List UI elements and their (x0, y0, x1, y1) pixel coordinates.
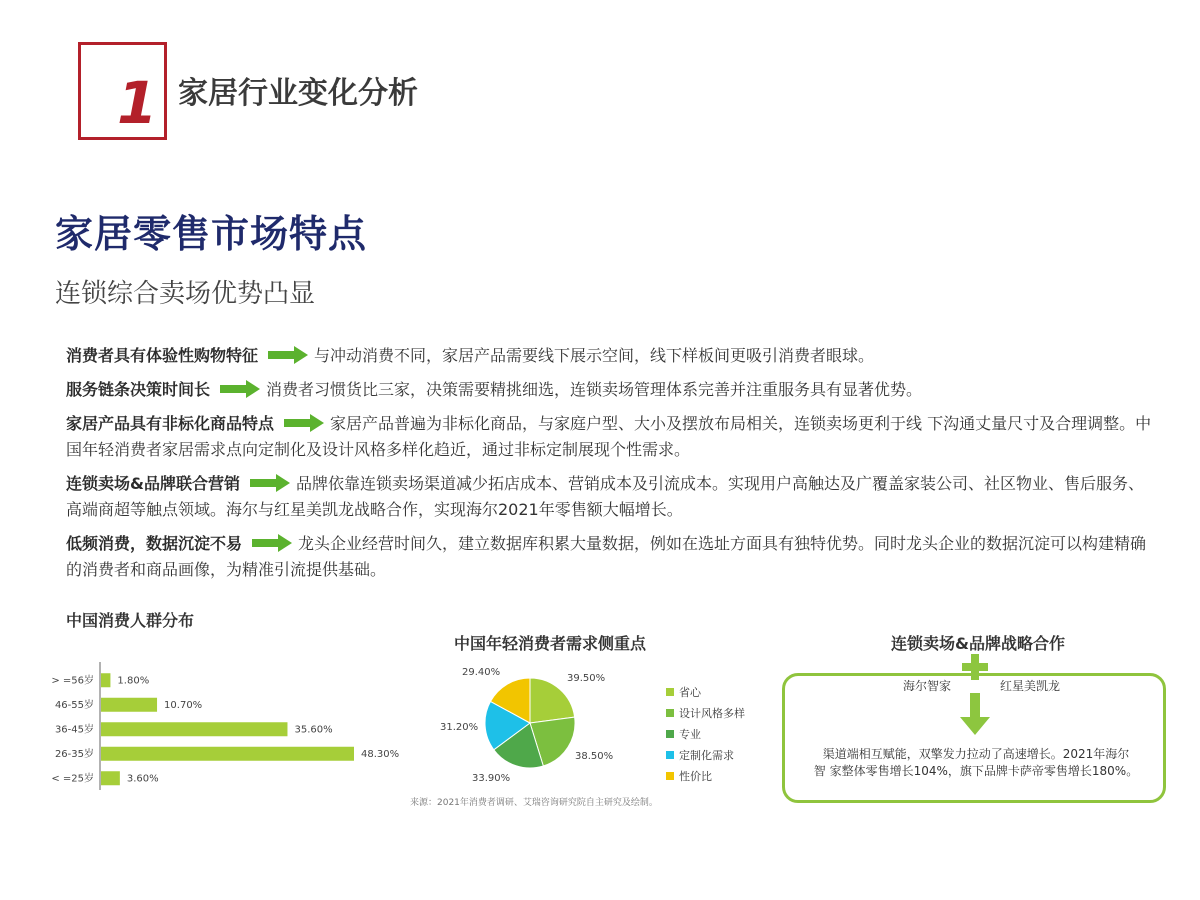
legend-swatch (666, 709, 674, 717)
section-number-box (78, 42, 167, 140)
bar-category-label: < =25岁 (51, 773, 94, 785)
arrow-right-icon (284, 414, 324, 432)
pie-chart-title: 中国年轻消费者需求侧重点 (454, 634, 647, 653)
feature-item (66, 531, 1156, 583)
feature-title: 服务链条决策时间长 (66, 380, 211, 399)
pie-slice (530, 678, 575, 723)
feature-text: 品牌依靠连锁卖场渠道减少拓店成本、营销成本及引流成本。实现用户高触达及广覆盖家装公司、社区物业、售后服务、高端商超等触点领域。海尔与红星美凯龙战略合作，实现海尔2021年零售额大幅增长。 (66, 474, 1144, 519)
feature-text: 家居产品普遍为非标化商品，与家庭户型、大小及摆放布局相关，连锁卖场更利于线 下沟通丈量尺寸及合理调整。中国年轻消费者家居需求点向定制化及设计风格多样化趋近，通过非标定制展现个性需求。 (66, 414, 1152, 459)
legend-label: 定制化需求 (679, 749, 734, 762)
bar-category-label: 36-45岁 (54, 724, 94, 736)
partnership-title: 连锁卖场&品牌战略合作 (891, 634, 1065, 653)
pie-value-label: 29.40% (462, 667, 501, 678)
partnership-desc-line: 智 家整体零售增长104%，旗下品牌卡萨帝零售增长180%。 (813, 764, 1139, 778)
plus-icon (962, 654, 988, 680)
pie-value-label: 38.50% (575, 751, 614, 762)
partner-right: 红星美凯龙 (1000, 679, 1061, 693)
arrow-right-icon (268, 346, 308, 364)
section-title: 家居行业变化分析 (178, 76, 418, 111)
legend-swatch (666, 688, 674, 696)
partnership-desc (792, 746, 1160, 780)
legend-label: 省心 (679, 686, 701, 699)
bar-value-label: 10.70% (164, 699, 203, 711)
legend-label: 性价比 (679, 770, 712, 783)
arrow-right-icon (252, 534, 292, 552)
pie-legend-item (666, 705, 745, 721)
section-number: 1 (117, 69, 158, 137)
partnership-desc-line: 渠道端相互赋能，双擎发力拉动了高速增长。2021年海尔 (822, 747, 1130, 761)
bar-chart (40, 660, 440, 795)
bar-value-label: 35.60% (294, 724, 333, 736)
feature-item (66, 377, 1156, 403)
pie-value-label: 33.90% (472, 773, 511, 784)
legend-label: 设计风格多样 (679, 707, 745, 720)
pie-chart (430, 655, 650, 790)
bar (101, 673, 110, 687)
bar-value-label: 1.80% (117, 675, 150, 687)
feature-title: 消费者具有体验性购物特征 (66, 346, 259, 365)
feature-title: 连锁卖场&品牌联合营销 (66, 474, 240, 493)
pie-legend-item (666, 726, 701, 742)
pie-value-label: 39.50% (567, 673, 606, 684)
feature-text: 龙头企业经营时间久，建立数据库积累大量数据，例如在选址方面具有独特优势。同时龙头企业的数据沉淀可以构建精确的消费者和商品画像，为精准引流提供基础。 (66, 534, 1147, 579)
pie-legend-item (666, 747, 734, 763)
legend-swatch (666, 730, 674, 738)
bar-value-label: 48.30% (361, 748, 400, 760)
arrow-right-icon (250, 474, 290, 492)
pie-legend-item (666, 684, 701, 700)
feature-text: 与冲动消费不同，家居产品需要线下展示空间，线下样板间更吸引消费者眼球。 (314, 346, 875, 365)
arrow-down-icon (960, 693, 990, 735)
page-title: 家居零售市场特点 (55, 212, 368, 256)
source-note: 来源：2021年消费者调研、艾瑞咨询研究院自主研究及绘制。 (410, 798, 658, 808)
arrow-right-icon (220, 380, 260, 398)
page-subtitle: 连锁综合卖场优势凸显 (55, 279, 316, 309)
feature-text: 消费者习惯货比三家，决策需要精挑细选，连锁卖场管理体系完善并注重服务具有显著优势。 (266, 380, 923, 399)
bar-chart-title: 中国消费人群分布 (66, 611, 195, 630)
partner-left: 海尔智家 (903, 679, 952, 693)
bar-category-label: 26-35岁 (54, 748, 94, 760)
bar (101, 722, 287, 736)
legend-swatch (666, 751, 674, 759)
feature-title: 家居产品具有非标化商品特点 (66, 414, 275, 433)
bar-category-label: > =56岁 (51, 675, 94, 687)
bar (101, 771, 120, 785)
bar-value-label: 3.60% (126, 773, 159, 785)
bar (101, 747, 354, 761)
feature-item (66, 411, 1156, 463)
pie-value-label: 31.20% (440, 722, 479, 733)
feature-item (66, 471, 1156, 523)
legend-swatch (666, 772, 674, 780)
bar (101, 698, 157, 712)
pie-legend-item (666, 768, 712, 784)
feature-item (66, 343, 1156, 369)
feature-title: 低频消费，数据沉淀不易 (66, 534, 243, 553)
bar-category-label: 46-55岁 (54, 699, 94, 711)
legend-label: 专业 (679, 728, 701, 741)
